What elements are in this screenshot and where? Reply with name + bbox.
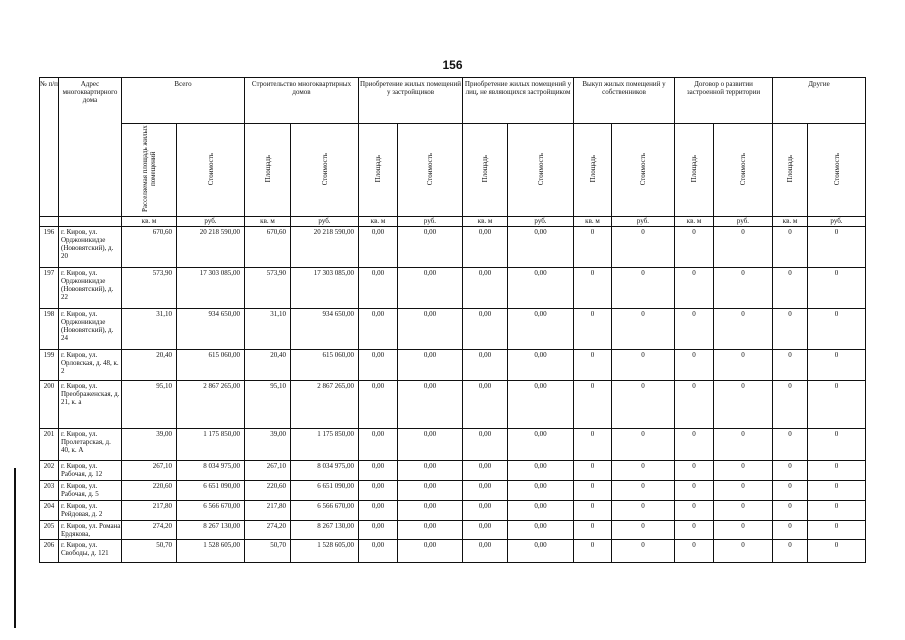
value-cell: 0 [808,501,866,521]
value-cell: 0,00 [508,540,574,563]
value-cell: 0,00 [508,429,574,461]
subheader-cell [291,124,359,217]
row-number-cell: 200 [40,381,59,429]
value-cell: 0 [773,381,808,429]
value-cell: 0 [612,381,675,429]
value-cell: 8 267 130,00 [291,521,359,540]
value-cell: 0,00 [463,309,508,350]
value-cell: 39,00 [122,429,177,461]
value-cell: 0,00 [463,501,508,521]
value-cell: 0,00 [398,521,463,540]
unit-cell: кв. м [773,217,808,227]
value-cell: 0,00 [359,350,398,381]
value-cell: 267,10 [122,461,177,481]
value-cell: 0 [675,501,714,521]
value-cell: 0 [773,501,808,521]
value-cell: 0 [612,268,675,309]
value-cell: 0,00 [508,481,574,501]
value-cell: 0,00 [398,227,463,268]
value-cell: 0 [714,540,773,563]
value-cell: 220,60 [122,481,177,501]
row-number-cell: 202 [40,461,59,481]
value-cell: 0 [773,481,808,501]
table-body [40,227,866,563]
value-cell: 0,00 [359,309,398,350]
value-cell: 0 [612,350,675,381]
subheader-label: Стоимость [426,152,434,186]
value-cell: 0,00 [398,268,463,309]
value-cell: 0,00 [508,461,574,481]
value-cell: 1 528 605,00 [177,540,245,563]
value-cell: 0 [675,309,714,350]
value-cell: 17 303 085,00 [177,268,245,309]
unit-cell: кв. м [245,217,291,227]
value-cell: 8 034 975,00 [291,461,359,481]
table-row [40,461,866,481]
value-cell: 0 [773,350,808,381]
value-cell: 267,10 [245,461,291,481]
value-cell: 20 218 590,00 [177,227,245,268]
value-cell: 0 [612,429,675,461]
value-cell: 0,00 [398,540,463,563]
value-cell: 2 867 265,00 [291,381,359,429]
value-cell: 615 060,00 [291,350,359,381]
group-header-construction: Строительство многоквартирных домов [245,78,359,124]
address-cell: г. Киров, ул. Рейдовая, д. 2 [59,501,122,521]
group-header-other: Другие [773,78,866,124]
value-cell: 0,00 [398,429,463,461]
value-cell: 0 [714,521,773,540]
value-cell: 934 650,00 [177,309,245,350]
unit-cell: кв. м [463,217,508,227]
value-cell: 0,00 [463,481,508,501]
subheader-label: Площадь [690,155,698,183]
unit-cell: руб. [291,217,359,227]
subheader-label: Стоимость [536,152,545,186]
subheader-cell [122,124,177,217]
table-row [40,481,866,501]
value-cell: 0 [675,429,714,461]
address-cell: г. Киров, ул. Романа Ердякова, [59,521,122,540]
value-cell: 20,40 [122,350,177,381]
value-cell: 0,00 [398,350,463,381]
value-cell: 50,70 [245,540,291,563]
value-cell: 0 [773,268,808,309]
row-number-cell: 199 [40,350,59,381]
address-cell: г. Киров, ул. Рабочая, д. 5 [59,481,122,501]
value-cell: 0 [808,540,866,563]
value-cell: 0 [808,227,866,268]
row-number-cell: 198 [40,309,59,350]
col-address-header: Адрес многоквартирного дома [59,78,122,217]
value-cell: 0,00 [359,268,398,309]
value-cell: 615 060,00 [177,350,245,381]
page-number: 156 [442,58,463,72]
unit-cell: кв. м [122,217,177,227]
row-number-cell: 204 [40,501,59,521]
subheader-label: Стоимость [639,152,647,186]
value-cell: 6 651 090,00 [177,481,245,501]
value-cell: 0,00 [398,461,463,481]
address-cell: г. Киров, ул. Преображенская, д. 21, к. а [59,381,122,429]
value-cell: 2 867 265,00 [177,381,245,429]
scan-edge-line [14,468,16,628]
group-header-development-contract: Договор о развитии застроенной территории [675,78,773,124]
subheader-cell [773,124,808,217]
value-cell: 0 [574,481,612,501]
table-row [40,521,866,540]
value-cell: 0,00 [508,227,574,268]
value-cell: 0,00 [508,501,574,521]
table-row [40,501,866,521]
value-cell: 0,00 [463,429,508,461]
value-cell: 0 [714,461,773,481]
value-cell: 0 [574,461,612,481]
value-cell: 0,00 [359,461,398,481]
value-cell: 0,00 [359,481,398,501]
value-cell: 0 [808,309,866,350]
value-cell: 0 [714,268,773,309]
subheader-cell [714,124,773,217]
value-cell: 0 [612,309,675,350]
value-cell: 0 [714,429,773,461]
value-cell: 0 [714,227,773,268]
value-cell: 1 175 850,00 [177,429,245,461]
value-cell: 31,10 [122,309,177,350]
row-number-cell: 196 [40,227,59,268]
value-cell: 0 [675,268,714,309]
value-cell: 1 528 605,00 [291,540,359,563]
subheader-cell [177,124,245,217]
value-cell: 0,00 [359,501,398,521]
table-row [40,350,866,381]
value-cell: 0 [612,540,675,563]
subheader-label: Расселяемая площадь жилых помещений [141,125,157,213]
value-cell: 0 [612,501,675,521]
value-cell: 0,00 [398,481,463,501]
row-number-cell: 203 [40,481,59,501]
value-cell: 0,00 [508,309,574,350]
value-cell: 217,80 [245,501,291,521]
value-cell: 670,60 [245,227,291,268]
value-cell: 8 034 975,00 [177,461,245,481]
value-cell: 0 [574,521,612,540]
value-cell: 0 [612,461,675,481]
subheader-label: Площадь [481,155,489,183]
unit-cell: руб. [808,217,866,227]
value-cell: 6 566 670,00 [177,501,245,521]
address-cell: г. Киров, ул. Орджоникидзе (Нововятский), д. 24 [59,309,122,350]
value-cell: 0 [714,350,773,381]
value-cell: 0,00 [463,461,508,481]
value-cell: 0 [808,381,866,429]
unit-cell: руб. [398,217,463,227]
subheader-label: Стоимость [320,152,329,186]
unit-cell: руб. [714,217,773,227]
value-cell: 0 [808,521,866,540]
value-cell: 0,00 [463,268,508,309]
group-header-buyout: Выкуп жилых помещений у собственников [574,78,675,124]
address-cell: г. Киров, ул. Орджоникидзе (Нововятский), д. 22 [59,268,122,309]
row-number-cell: 201 [40,429,59,461]
group-header-purchase-nondevelopers: Приобретение жилых помещений у лиц, не являющихся застройщиком [463,78,574,124]
value-cell: 0,00 [463,521,508,540]
value-cell: 0,00 [463,381,508,429]
value-cell: 0,00 [398,381,463,429]
value-cell: 0 [808,429,866,461]
value-cell: 0 [773,227,808,268]
table-row [40,429,866,461]
value-cell: 0 [773,461,808,481]
subheader-cell [463,124,508,217]
value-cell: 20,40 [245,350,291,381]
header-row-groups [40,78,866,124]
row-number-cell: 205 [40,521,59,540]
table-row [40,227,866,268]
subheader-cell [398,124,463,217]
value-cell: 0,00 [508,381,574,429]
value-cell: 0 [808,350,866,381]
subheader-label: Стоимость [739,152,747,186]
value-cell: 0,00 [508,350,574,381]
value-cell: 0 [675,381,714,429]
value-cell: 670,60 [122,227,177,268]
unit-cell: руб. [612,217,675,227]
value-cell: 0 [675,227,714,268]
value-cell: 0 [773,309,808,350]
value-cell: 0 [574,540,612,563]
value-cell: 95,10 [122,381,177,429]
subheader-cell [612,124,675,217]
value-cell: 0 [612,481,675,501]
value-cell: 1 175 850,00 [291,429,359,461]
value-cell: 0,00 [508,521,574,540]
resettlement-table [39,77,866,563]
subheader-cell [245,124,291,217]
value-cell: 31,10 [245,309,291,350]
table-row [40,540,866,563]
unit-cell: кв. м [675,217,714,227]
value-cell: 0 [773,540,808,563]
subheader-cell [359,124,398,217]
unit-cell-blank [40,217,59,227]
value-cell: 0 [574,381,612,429]
value-cell: 8 267 130,00 [177,521,245,540]
value-cell: 0 [808,481,866,501]
address-cell: г. Киров, ул. Пролетарская, д. 40, к. А [59,429,122,461]
value-cell: 0 [773,429,808,461]
value-cell: 0,00 [359,381,398,429]
row-number-cell: 197 [40,268,59,309]
value-cell: 0,00 [398,501,463,521]
value-cell: 217,80 [122,501,177,521]
value-cell: 0,00 [463,540,508,563]
table-row [40,309,866,350]
value-cell: 39,00 [245,429,291,461]
value-cell: 0,00 [359,540,398,563]
value-cell: 6 566 670,00 [291,501,359,521]
table-row [40,381,866,429]
row-number-cell: 206 [40,540,59,563]
header-row-subcolumns [40,124,866,217]
value-cell: 0 [574,268,612,309]
subheader-label: Стоимость [832,152,841,186]
value-cell: 0 [574,227,612,268]
group-header-purchase-developers: Приобретение жилых помещений у застройщиков [359,78,463,124]
value-cell: 0 [574,501,612,521]
value-cell: 274,20 [245,521,291,540]
value-cell: 0 [773,521,808,540]
value-cell: 220,60 [245,481,291,501]
value-cell: 0,00 [508,268,574,309]
value-cell: 0 [714,309,773,350]
value-cell: 0 [675,521,714,540]
value-cell: 0,00 [359,521,398,540]
value-cell: 0 [574,429,612,461]
group-header-total: Всего [122,78,245,124]
value-cell: 0,00 [359,227,398,268]
value-cell: 6 651 090,00 [291,481,359,501]
value-cell: 0 [714,381,773,429]
subheader-label: Стоимость [206,152,215,186]
value-cell: 0,00 [359,429,398,461]
value-cell: 0 [675,540,714,563]
address-cell: г. Киров, ул. Рабочая, д. 12 [59,461,122,481]
value-cell: 50,70 [122,540,177,563]
header-row-units [40,217,866,227]
subheader-label: Площадь [786,155,794,183]
subheader-cell [508,124,574,217]
value-cell: 0 [714,481,773,501]
table-row [40,268,866,309]
subheader-label: Площадь [263,155,272,183]
unit-cell-blank [59,217,122,227]
subheader-label: Площадь [374,155,382,183]
value-cell: 0 [675,350,714,381]
value-cell: 0 [675,481,714,501]
col-number-header: № п/п [40,78,59,217]
value-cell: 0 [808,268,866,309]
value-cell: 0 [714,501,773,521]
value-cell: 17 303 085,00 [291,268,359,309]
value-cell: 0 [808,461,866,481]
subheader-cell [808,124,866,217]
value-cell: 573,90 [122,268,177,309]
subheader-label: Площадь [588,155,597,183]
value-cell: 0 [574,350,612,381]
unit-cell: руб. [508,217,574,227]
value-cell: 274,20 [122,521,177,540]
value-cell: 95,10 [245,381,291,429]
value-cell: 0 [574,309,612,350]
value-cell: 0,00 [463,227,508,268]
value-cell: 0,00 [463,350,508,381]
value-cell: 0 [612,227,675,268]
value-cell: 0,00 [398,309,463,350]
address-cell: г. Киров, ул. Свободы, д. 121 [59,540,122,563]
value-cell: 934 650,00 [291,309,359,350]
address-cell: г. Киров, ул. Орджоникидзе (Нововятский), д. 20 [59,227,122,268]
value-cell: 0 [675,461,714,481]
value-cell: 20 218 590,00 [291,227,359,268]
subheader-cell [675,124,714,217]
value-cell: 573,90 [245,268,291,309]
value-cell: 0 [612,521,675,540]
subheader-cell [574,124,612,217]
unit-cell: кв. м [574,217,612,227]
unit-cell: руб. [177,217,245,227]
unit-cell: кв. м [359,217,398,227]
address-cell: г. Киров, ул. Орловская, д. 48, к. 2 [59,350,122,381]
